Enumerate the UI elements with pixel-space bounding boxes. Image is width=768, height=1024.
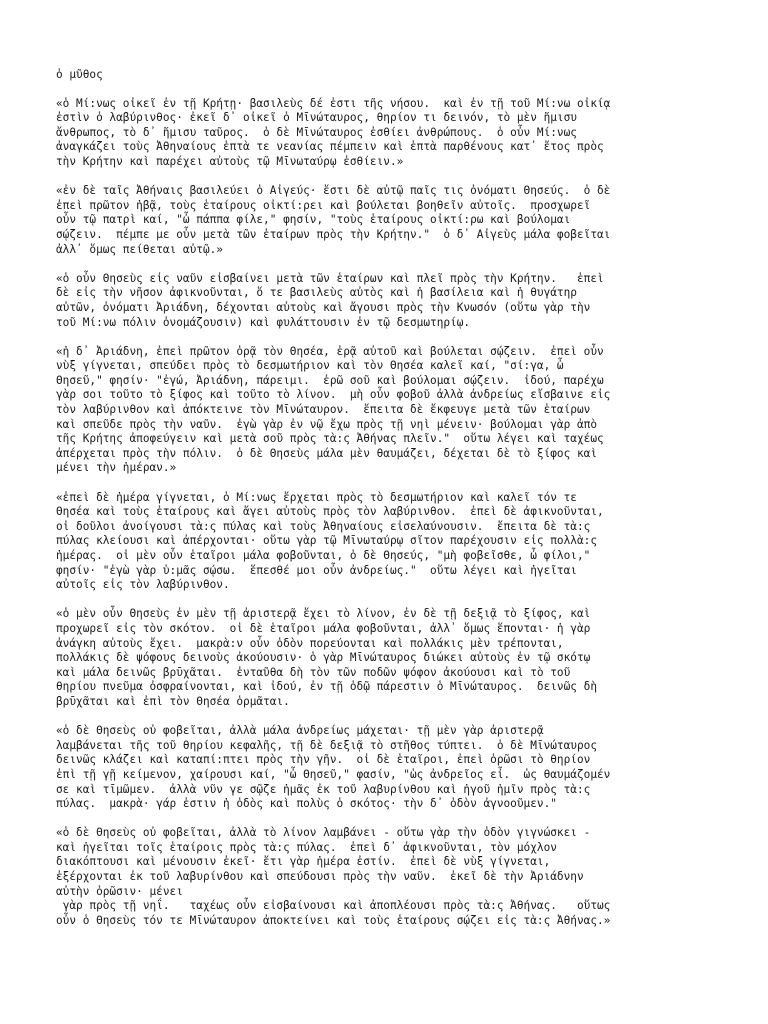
paragraph: «ἐν δὲ ταῖς Ἀθήναις βασιλεύει ὁ Αἰγεύς· ἔστι δὲ αὐτῷ παῖς τις ὀνόματι Θησεύς. ὁ δὲ ἐπεὶ πρῶτον ἡβᾷ, τοὺς ἑταίρους οἰκτί:ρει καὶ βούλεται βοηθεῖν αὐτοῖς. προσχωρεῖ οὖν τῷ πατρὶ καί, "ὦ πάππα φίλε," φησίν, "τοὺς ἑταίρους οἰκτί:ρω καὶ βούλομαι σῴζειν. πέμπε με οὖν μετὰ τῶν ἑταίρων πρὸς τὴν Κρήτην." ὁ δ᾽ Αἰγεὺς μάλα φοβεῖται ἀλλ᾽ ὅμως πείθεται αὐτῷ.» [56,184,611,256]
paragraph: «ὁ δὲ Θησεὺς οὐ φοβεῖται, ἀλλὰ τὸ λίνον λαμβάνει - οὕτω γὰρ τὴν ὁδὸν γιγνώσκει - καὶ ἡγεῖται τοῖς ἑταίροις πρὸς τὰ:ς πύλας. ἐπεὶ δ᾽ ἀφικνοῦνται, τὸν μόχλον διακόπτουσι καὶ μένουσιν ἐκεῖ· ἔτι γὰρ ἡμέρα ἐστίν. ἐπεὶ δὲ νὺξ γίγνεται, ἐξέρχονται ἐκ τοῦ λαβυρίνθου καὶ σπεύδουσι πρὸς τὴν ναῦν. ἐκεῖ δὲ τὴν Ἀριάδνην αὐτὴν ὁρῶσιν· μένει γὰρ πρὸς τῇ νηΐ. ταχέως οὖν εἰσβαίνουσι καὶ ἀποπλέουσι πρὸς τὰ:ς Ἀθήνας. οὕτως οὖν ὁ Θησεὺς τόν τε Μῑνώταυρον ἀποκτείνει καὶ τοὺς ἑταίρους σῴζει εἰς τὰ:ς Ἀθήνας.» [56,826,611,927]
document-title: ὁ μῦθος [56,68,103,81]
paragraph: «ἐπεὶ δὲ ἡμέρα γίγνεται, ὁ Μί:νως ἔρχεται πρὸς τὸ δεσμωτήριον καὶ καλεῖ τόν τε Θησέα καὶ τοὺς ἑταίρους καὶ ἄγει αὐτοὺς πρὸς τὸν λαβύρινθον. ἐπεὶ δὲ ἀφικνοῦνται, οἱ δοῦλοι ἀνοίγουσι τὰ:ς πύλας καὶ τοὺς Ἀθηναίους εἰσελαύνουσιν. ἔπειτα δὲ τὰ:ς πύλας κλείουσι καὶ ἀπέρχονται· οὕτω γὰρ τῷ Μῑνωταύρῳ σῖτον παρέχουσιν εἰς πολλὰ:ς ἡμέρας. οἱ μὲν οὖν ἑταῖροι μάλα φοβοῦνται, ὁ δὲ Θησεύς, "μὴ φοβεῖσθε, ὦ φίλοι," φησίν· "ἐγὼ γὰρ ὑ:μᾶς σῴσω. ἕπεσθέ μοι οὖν ἀνδρείως." οὕτω λέγει καὶ ἡγεῖται αὐτοῖς εἰς τὸν λαβύρινθον. [56,490,604,592]
paragraph: «ἡ δ᾽ Ἀριάδνη, ἐπεὶ πρῶτον ὁρᾷ τὸν Θησέα, ἐρᾷ αὐτοῦ καὶ βούλεται σῴζειν. ἐπεὶ οὖν νὺξ γίγνεται, σπεύδει πρὸς τὸ δεσμωτήριον καὶ τὸν Θησέα καλεῖ καί, "σί:γα, ὦ Θησεῦ," φησίν· "ἐγώ, Ἀριάδνη, πάρειμι. ἐρῶ σοῦ καὶ βούλομαι σῴζειν. ἰδού, παρέχω γὰρ σοι τοῦτο τὸ ξίφος καὶ τοῦτο τὸ λίνον. μὴ οὖν φοβοῦ ἀλλὰ ἀνδρείως εἴσβαινε εἰς τὸν λαβύρινθον καὶ ἀπόκτεινε τὸν Μῑνώταυρον. ἔπειτα δὲ ἔκφευγε μετὰ τῶν ἑταίρων καὶ σπεῦδε πρὸς τὴν ναῦν. ἐγὼ γὰρ ἐν νῷ ἔχω πρὸς τῇ νηὶ μένειν· βούλομαι γὰρ ἀπὸ τῆς Κρήτης ἀποφεύγειν καὶ μετὰ σοῦ πρὸς τὰ:ς Ἀθήνας πλεῖν." οὕτω λέγει καὶ ταχέως ἀπέρχεται πρὸς τὴν πόλιν. ὁ δὲ Θησεὺς μάλα μὲν θαυμάζει, δέχεται δὲ τὸ ξίφος καὶ μένει τὴν ἡμέραν.» [56,344,611,475]
paragraph: «ὁ μὲν οὖν Θησεὺς ἐν μὲν τῇ ἀριστερᾷ ἔχει τὸ λίνον, ἐν δὲ τῇ δεξιᾷ τὸ ξίφος, καὶ προχωρεῖ εἰς τὸν σκότον. οἱ δὲ ἑταῖροι μάλα φοβοῦνται, ἀλλ᾽ ὅμως ἕπονται· ἡ γὰρ ἀνάγκη αὐτοὺς ἔχει. μακρὰ:ν οὖν ὁδὸν πορεύονται καὶ πολλάκις μὲν τρέπονται, πολλάκις δὲ ψόφους δεινοὺς ἀκούουσιν· ὁ γὰρ Μῑνώταυρος διώκει αὐτοὺς ἐν τῷ σκότῳ καὶ μάλα δεινῶς βρῡχᾶται. ἐνταῦθα δὴ τὸν τῶν ποδῶν ψόφον ἀκούουσι καὶ τὸ τοῦ θηρίου πνεῦμα ὀσφραίνονται, καὶ ἰδού, ἐν τῇ ὁδῷ πάρεστιν ὁ Μῑνώταυρος. δεινῶς δὴ βρῡχᾶται καὶ ἐπὶ τὸν Θησέα ὁρμᾶται. [56,607,597,708]
document-page [56,68,716,943]
paragraph: «ὁ οὖν Θησεὺς εἰς ναῦν εἰσβαίνει μετὰ τῶν ἑταίρων καὶ πλεῖ πρὸς τὴν Κρήτην. ἐπεὶ δὲ εἰς τὴν νῆσον ἀφικνοῦνται, ὅ τε βασιλεὺς αὐτὸς καὶ ἡ βασίλεια καὶ ἡ θυγάτηρ αὐτῶν, ὀνόματι Ἀριάδνη, δέχονται αὐτοὺς καὶ ἄγουσι πρὸς τὴν Κνωσόν (οὕτω γὰρ τὴν τοῦ Μί:νω πόλιν ὀνομάζουσιν) καὶ φυλάττουσιν ἐν τῷ δεσμωτηρίῳ. [56,271,604,329]
paragraph: «ὁ δὲ Θησεὺς οὐ φοβεῖται, ἀλλὰ μάλα ἀνδρείως μάχεται· τῇ μὲν γὰρ ἀριστερᾷ λαμβάνεται τῆς τοῦ θηρίου κεφαλῆς, τῇ δὲ δεξιᾷ τὸ στῆθος τύπτει. ὁ δὲ Μῑνώταυρος δεινῶς κλάζει καὶ καταπί:πτει πρὸς τὴν γῆν. οἱ δὲ ἑταῖροι, ἐπεὶ ὁρῶσι τὸ θηρίον ἐπὶ τῇ γῇ κείμενον, χαίρουσι καί, "ὦ Θησεῦ," φασίν, "ὡς ἀνδρεῖος εἶ. ὡς θαυμάζομέν σε καὶ τῑμῶμεν. ἀλλὰ νῦν γε σῷζε ἡμᾶς ἐκ τοῦ λαβυρίνθου καὶ ἡγοῦ ἡμῖν πρὸς τὰ:ς πύλας. μακρὰ· γάρ ἐστιν ἡ ὁδὸς καὶ πολὺς ὁ σκότος· τὴν δ᾽ ὁδὸν ἀγνοοῦμεν." [56,724,611,811]
paragraph: «ὁ Μί:νως οἰκεῖ ἐν τῇ Κρήτῃ· βασιλεὺς δέ ἐστι τῆς νήσου. καὶ ἐν τῇ τοῦ Μί:νω οἰκίᾳ ἐστὶν ὁ λαβύρινθος· ἐκεῖ δ᾽ οἰκεῖ ὁ Μῑνώταυρος, θηρίον τι δεινόν, τὸ μὲν ἥμισυ ἄνθρωπος, τὸ δ᾽ ἥμισυ ταῦρος. ὁ δὲ Μῑνώταυρος ἐσθίει ἀνθρώπους. ὁ οὖν Μί:νως ἀναγκάζει τοὺς Ἀθηναίους ἑπτὰ τε νεανίας πέμπειν καὶ ἑπτὰ παρθένους κατ᾽ ἔτος πρὸς τὴν Κρήτην καὶ παρέχει αὐτοὺς τῷ Μῑνωταύρῳ ἐσθίειν.» [56,96,611,168]
